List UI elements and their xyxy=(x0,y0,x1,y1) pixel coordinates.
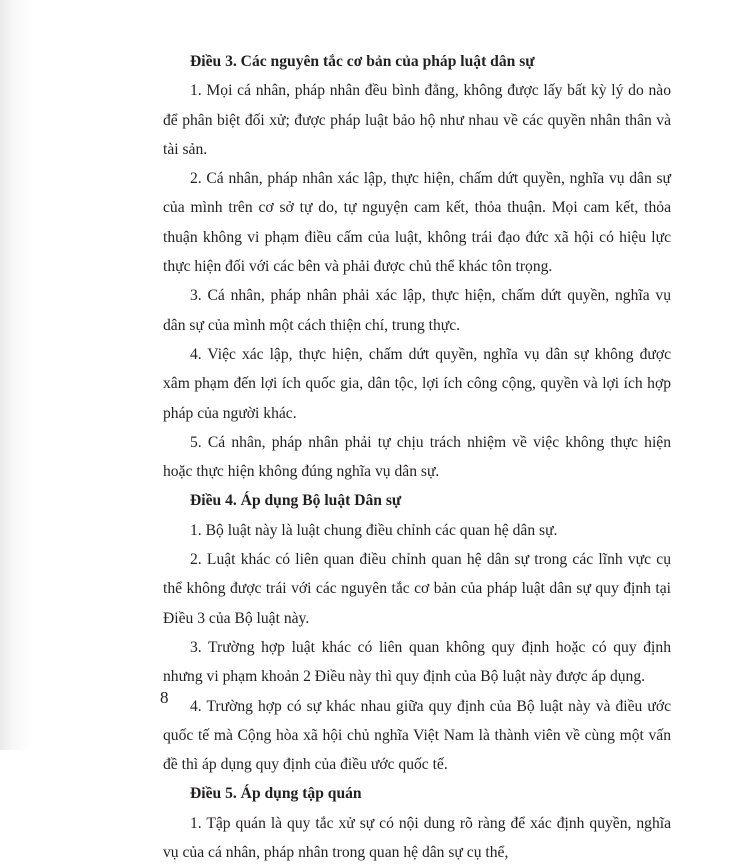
article-4-heading: Điều 4. Áp dụng Bộ luật Dân sự xyxy=(190,492,402,510)
article-3-paragraph: 3. Cá nhân, pháp nhân phải xác lập, thực hiện, chấm dứt quyền, nghĩa vụ dân sự của mình một cách thiện chí, trung thực. xyxy=(163,287,671,334)
article-3-paragraph: 1. Mọi cá nhân, pháp nhân đều bình đẳng, không được lấy bất kỳ lý do nào để phân biệt đối xử; được pháp luật bảo hộ như nhau về các quyền nhân thân và tài sản. xyxy=(163,82,671,158)
article-5-heading: Điều 5. Áp dụng tập quán xyxy=(190,785,362,803)
page-number: 8 xyxy=(160,688,169,707)
gutter-shadow xyxy=(0,0,30,750)
article-3-paragraph: 4. Việc xác lập, thực hiện, chấm dứt quyền, nghĩa vụ dân sự không được xâm phạm đến lợi ích quốc gia, dân tộc, lợi ích công cộng, quyền và lợi ích hợp pháp của người khác. xyxy=(163,345,671,422)
page-text-block xyxy=(163,47,671,867)
article-4-paragraph: 2. Luật khác có liên quan điều chỉnh quan hệ dân sự trong các lĩnh vực cụ thể không được trái với các nguyên tắc cơ bản của pháp luật dân sự quy định tại Điều 3 của Bộ luật này. xyxy=(163,551,671,627)
article-4-paragraph: 3. Trường hợp luật khác có liên quan không quy định hoặc có quy định nhưng vi phạm khoản 2 Điều này thì quy định của Bộ luật này được áp dụng. xyxy=(163,638,671,686)
article-4-paragraph: 1. Bộ luật này là luật chung điều chỉnh các quan hệ dân sự. xyxy=(190,521,558,539)
article-3-heading: Điều 3. Các nguyên tắc cơ bản của pháp luật dân sự xyxy=(190,53,535,70)
article-4-paragraph: 4. Trường hợp có sự khác nhau giữa quy định của Bộ luật này và điều ước quốc tế mà Cộng hòa xã hội chủ nghĩa Việt Nam là thành viên về cùng một vấn đề thì áp dụng quy định của điều ước quốc tế. xyxy=(163,697,671,774)
article-5-paragraph: 1. Tập quán là quy tắc xử sự có nội dung rõ ràng để xác định quyền, nghĩa vụ của cá nhân, pháp nhân trong quan hệ dân sự cụ thể, xyxy=(163,814,671,862)
article-3-paragraph: 2. Cá nhân, pháp nhân xác lập, thực hiện, chấm dứt quyền, nghĩa vụ dân sự của mình trên cơ sở tự do, tự nguyện cam kết, thỏa thuận. Mọi cam kết, thỏa thuận không vi phạm điều cấm của luật, không trái đạo đức xã hội có hiệu lực thực hiện đối với các bên và phải được chủ thể khác tôn trọng. xyxy=(163,170,671,276)
article-3-paragraph: 5. Cá nhân, pháp nhân phải tự chịu trách nhiệm về việc không thực hiện hoặc thực hiện không đúng nghĩa vụ dân sự. xyxy=(163,433,671,481)
